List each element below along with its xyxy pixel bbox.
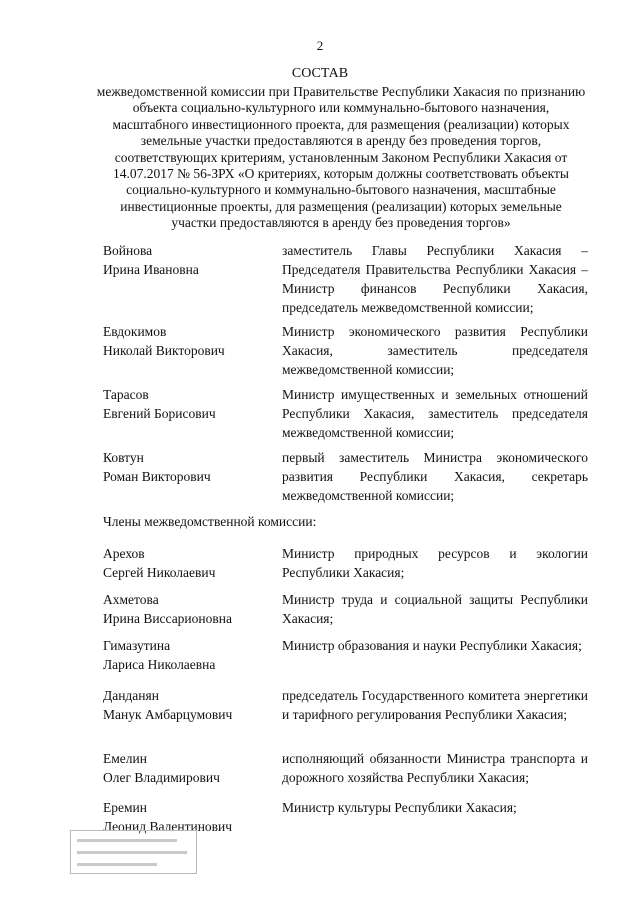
leader-name-4: Ковтун Роман Викторович bbox=[103, 450, 211, 484]
stamp-line bbox=[77, 863, 157, 866]
member-role-5: исполняющий обязанности Министра транспорта и дорожного хозяйства Республики Хакасия; bbox=[282, 751, 588, 785]
member-name-2: Ахметова Ирина Виссарионовна bbox=[103, 592, 232, 626]
signature-stamp bbox=[70, 830, 197, 874]
member-name-5: Емелин Олег Владимирович bbox=[103, 751, 220, 785]
member-role-4: председатель Государственного комитета энергетики и тарифного регулирования Республики Хакасия; bbox=[282, 688, 588, 722]
member-name-4: Данданян Манук Амбарцумович bbox=[103, 688, 233, 722]
leader-role-1: заместитель Главы Республики Хакасия – Председателя Правительства Республики Хакасия – Министр финансов Республики Хакасия, председатель межведомственной комиссии; bbox=[282, 243, 588, 315]
document-title: СОСТАВ bbox=[291, 66, 349, 81]
stamp-line bbox=[77, 839, 177, 842]
page-number: 2 bbox=[316, 38, 324, 53]
member-name-3: Гимазутина Лариса Николаевна bbox=[103, 638, 216, 672]
member-role-1: Министр природных ресурсов и экологии Республики Хакасия; bbox=[282, 546, 588, 580]
document-subtitle: межведомственной комиссии при Правительстве Республики Хакасия по признанию объекта социально-культурного или коммунально-бытового назначения, масштабного инвестиционного проекта, для размещения (реализации) которых земельные участки предоставляются в аренду без проведения торгов, соответствующих критериям, установленным Законом Республики Хакасия от 14.07.2017 № 56-ЗРХ «О критериях, которым должны соответствовать объекты социально-культурного и коммунально-бытового назначения, масштабные инвестиционные проекты, для размещения (реализации) которых земельные участки предоставляются в аренду без проведения торгов» bbox=[96, 84, 586, 231]
member-role-6: Министр культуры Республики Хакасия; bbox=[282, 800, 517, 815]
leader-role-2: Министр экономического развития Республики Хакасия, заместитель председателя межведомственной комиссии; bbox=[282, 324, 588, 377]
member-name-1: Арехов Сергей Николаевич bbox=[103, 546, 216, 580]
member-role-2: Министр труда и социальной защиты Республики Хакасия; bbox=[282, 592, 588, 626]
member-name-6: Еремин Леонид Валентинович bbox=[103, 800, 233, 834]
leader-role-3: Министр имущественных и земельных отношений Республики Хакасия, заместитель председателя межведомственной комиссии; bbox=[282, 387, 588, 440]
leader-role-4: первый заместитель Министра экономического развития Республики Хакасия, секретарь межведомственной комиссии; bbox=[282, 450, 588, 503]
leader-name-3: Тарасов Евгений Борисович bbox=[103, 387, 216, 421]
members-heading: Члены межведомственной комиссии: bbox=[103, 514, 317, 529]
member-role-3: Министр образования и науки Республики Хакасия; bbox=[282, 638, 582, 653]
stamp-line bbox=[77, 851, 187, 854]
leader-name-2: Евдокимов Николай Викторович bbox=[103, 324, 225, 358]
leader-name-1: Войнова Ирина Ивановна bbox=[103, 243, 199, 277]
